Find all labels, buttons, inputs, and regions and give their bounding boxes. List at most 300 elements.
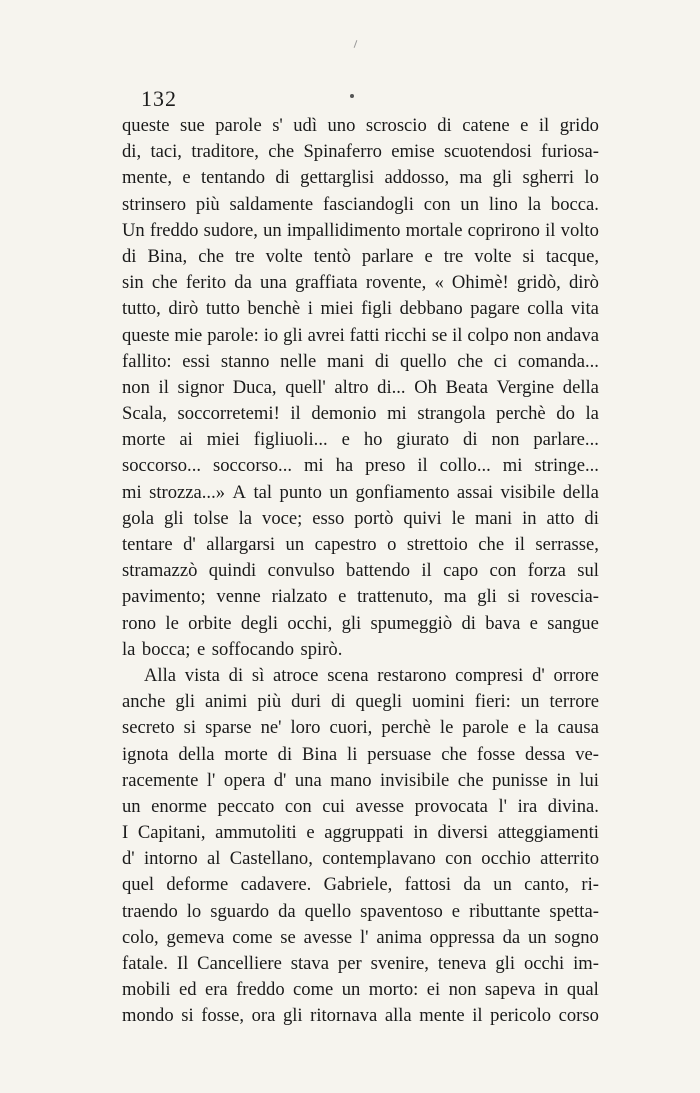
word: mi	[502, 455, 523, 477]
text-line	[122, 584, 599, 610]
text-line	[122, 872, 599, 898]
word: con	[445, 848, 472, 870]
word: tal	[253, 481, 273, 503]
word: fieri:	[474, 691, 511, 713]
word: che	[457, 769, 484, 791]
word: quello	[304, 900, 352, 922]
word: si	[181, 1005, 194, 1027]
word: Beata	[445, 376, 488, 398]
word: traditore,	[191, 141, 259, 163]
word: tutto	[205, 298, 240, 320]
word: d'	[122, 848, 135, 870]
word: gli	[163, 507, 184, 529]
word: occhio	[481, 848, 531, 870]
word: tentare	[122, 534, 173, 555]
word: gridò,	[516, 272, 561, 294]
word: e	[341, 429, 350, 451]
word: cadavere.	[240, 874, 312, 896]
word: quell'	[285, 376, 326, 398]
word: grido	[559, 115, 599, 136]
word: d'	[183, 534, 196, 555]
word: qual	[566, 979, 599, 1001]
word: sin	[122, 272, 144, 294]
word: Cancelliere	[197, 953, 282, 974]
word: ed	[178, 979, 197, 1001]
word: soccorso...	[122, 455, 202, 477]
word: sul	[577, 560, 599, 582]
word: gli	[492, 167, 513, 189]
word: il	[538, 115, 550, 136]
word: ora	[251, 1005, 276, 1027]
word: quindi	[208, 560, 257, 582]
paper-mark	[354, 40, 358, 48]
word: I	[122, 822, 129, 844]
word: Duca,	[232, 376, 277, 398]
text-line	[122, 270, 599, 296]
word: e	[306, 822, 315, 844]
word: bocca;	[141, 638, 191, 660]
word: ha	[335, 455, 354, 477]
word: invisibile	[380, 769, 450, 791]
word: tacque,	[545, 245, 599, 267]
word: mi	[387, 403, 407, 425]
word: graffiata	[295, 272, 358, 294]
word: fosse,	[201, 1005, 245, 1027]
word: se	[431, 324, 448, 346]
word: strangola	[417, 403, 486, 425]
word: di	[463, 429, 478, 451]
word: cui	[322, 795, 345, 817]
word: come	[293, 979, 334, 1001]
word: avesse	[355, 795, 405, 817]
word: demonio	[311, 403, 377, 425]
word: si	[522, 245, 535, 267]
word: sguardo	[210, 900, 270, 922]
word: miei	[320, 298, 354, 320]
word: tentando	[201, 167, 266, 189]
word: la	[585, 403, 599, 425]
word: soccorso...	[212, 455, 292, 477]
word: mondo	[122, 1005, 174, 1027]
word: ignota	[122, 743, 169, 765]
word: spaventoso	[360, 900, 443, 922]
word: animi	[205, 691, 248, 713]
word: perchè	[381, 717, 431, 739]
word: Ohimè!	[451, 272, 509, 294]
word: occhi	[523, 953, 565, 974]
word: svenire,	[370, 953, 429, 974]
word: rovescia-	[530, 586, 599, 608]
word: orrore	[553, 664, 599, 686]
word: non	[122, 376, 150, 398]
word: deforme	[166, 874, 229, 896]
text-line	[122, 611, 599, 637]
word: oppressa	[429, 926, 495, 948]
word: stava	[290, 953, 329, 974]
word: figli	[361, 298, 393, 320]
word: udì	[293, 115, 318, 136]
word: atto	[546, 507, 575, 529]
word: la	[238, 507, 253, 529]
word: in	[543, 979, 559, 1001]
word: da	[234, 272, 252, 294]
word: della	[178, 743, 215, 765]
word: la	[527, 193, 542, 215]
word: un	[460, 193, 479, 215]
text-line	[122, 453, 599, 479]
word: restarono	[377, 664, 447, 686]
body-text	[122, 113, 599, 1030]
word: fosse	[476, 743, 516, 765]
word: nelle	[280, 350, 317, 372]
word: stanno	[220, 350, 270, 372]
word: compresi	[455, 664, 524, 686]
word: parole:	[207, 324, 259, 346]
word: e	[451, 900, 461, 922]
word: canto,	[524, 874, 570, 896]
text-line	[122, 375, 599, 401]
word: l'	[206, 769, 216, 791]
word: mobili	[122, 979, 171, 1001]
word: d'	[273, 769, 287, 791]
word: Oh	[414, 376, 437, 398]
word: il	[452, 324, 463, 346]
text-line	[122, 165, 599, 191]
word: stramazzò	[122, 560, 198, 582]
word: più	[195, 193, 220, 215]
word: tre	[234, 245, 255, 267]
word: era	[204, 979, 228, 1001]
word: e	[338, 586, 347, 608]
word: mente	[419, 1005, 465, 1027]
word: mente,	[122, 167, 173, 189]
word: bava	[485, 612, 521, 634]
word: gli	[341, 612, 362, 634]
word: diversi	[437, 822, 489, 844]
word: A	[232, 481, 246, 503]
word: fatale.	[122, 953, 168, 974]
word: mi	[303, 455, 324, 477]
word: gonfiamento	[355, 481, 450, 503]
word: aggruppati	[324, 822, 404, 844]
word: Gabriele,	[323, 874, 393, 896]
word: l'	[360, 926, 369, 948]
word: parole	[215, 115, 262, 136]
word: opera	[223, 769, 266, 791]
word: da	[502, 926, 521, 948]
word: enorme	[151, 795, 207, 817]
word: emise	[391, 141, 435, 163]
word: figliuoli...	[253, 429, 328, 451]
word: rialzato	[271, 586, 328, 608]
word: volte	[474, 245, 512, 267]
word: più	[257, 691, 282, 713]
word: contemplavano	[322, 848, 436, 870]
word: perchè	[496, 403, 546, 425]
word: altro	[334, 376, 369, 398]
word: un	[285, 534, 305, 555]
word: che	[198, 245, 224, 267]
word: bocca.	[550, 193, 599, 215]
text-line	[122, 349, 599, 375]
word: serrasse,	[535, 534, 599, 555]
word: divina.	[547, 795, 599, 817]
word: e	[182, 167, 191, 189]
word: ri-	[581, 874, 599, 896]
word: spumeggiò	[370, 612, 453, 634]
word: soffocando	[211, 638, 294, 660]
word: ai	[179, 429, 193, 451]
word: non	[448, 979, 477, 1001]
word: in	[413, 822, 428, 844]
word: morte	[224, 743, 268, 765]
word: Alla	[144, 664, 177, 686]
word: fatti	[349, 324, 380, 346]
text-line	[122, 951, 599, 977]
word: Scala,	[122, 403, 167, 425]
word: d'	[532, 664, 545, 686]
word: un	[493, 874, 512, 896]
word: lui	[579, 769, 599, 791]
word: portò	[354, 507, 394, 529]
word: ricchi	[384, 324, 427, 346]
word: una	[260, 272, 287, 294]
word: secreto	[122, 717, 175, 739]
word: in	[522, 507, 537, 529]
word: pavimento;	[122, 586, 206, 608]
word: da	[278, 900, 296, 922]
word: colpo	[467, 324, 509, 346]
word: gettarglisi	[300, 167, 375, 189]
word: terrore	[549, 691, 599, 713]
word: dirò	[568, 272, 599, 294]
word: di,	[122, 141, 142, 163]
word: freddo	[236, 979, 285, 1001]
text-line	[122, 218, 599, 244]
word: gli	[495, 953, 515, 974]
word: freddo	[149, 219, 199, 241]
word: mortale	[405, 219, 463, 241]
word: voce;	[262, 507, 303, 529]
word: scena	[327, 664, 369, 686]
word: morto:	[368, 979, 419, 1001]
word: orbite	[188, 612, 232, 634]
word: causa	[557, 717, 599, 739]
word: queste	[122, 115, 170, 136]
word: quegli	[355, 691, 403, 713]
text-line	[122, 846, 599, 872]
word: strettoio	[406, 534, 468, 555]
word: ira	[517, 795, 538, 817]
word: esso	[312, 507, 345, 529]
word: sogno	[554, 926, 599, 948]
word: avrei	[307, 324, 345, 346]
text-line	[122, 637, 599, 663]
word: pagare	[470, 298, 520, 320]
word: strozza...»	[149, 481, 226, 503]
word: catene	[462, 115, 510, 136]
word: il	[158, 376, 169, 398]
word: Vergine	[496, 376, 555, 398]
word: dirò	[168, 298, 199, 320]
word: Capitani,	[137, 822, 206, 844]
text-line	[122, 925, 599, 951]
word: e	[529, 612, 538, 634]
text-line	[122, 1003, 599, 1029]
text-line	[122, 323, 599, 349]
word: al	[207, 848, 221, 870]
word: ve-	[575, 743, 599, 765]
word: venne	[216, 586, 261, 608]
word: Spinaferro	[303, 141, 382, 163]
word: ferito	[185, 272, 227, 294]
word: colla	[527, 298, 564, 320]
word: queste	[122, 324, 170, 346]
word: furiosa-	[541, 141, 599, 163]
word: «	[434, 272, 444, 294]
header-dot	[350, 94, 354, 98]
word: uomini	[412, 691, 465, 713]
text-line	[122, 742, 599, 768]
word: rono	[122, 612, 157, 634]
word: della	[562, 481, 599, 503]
word: il	[417, 455, 428, 477]
word: i	[307, 298, 313, 320]
text-line	[122, 192, 599, 218]
word: un	[263, 219, 282, 241]
word: sue	[179, 115, 205, 136]
word: vista	[184, 664, 220, 686]
word: comanda...	[517, 350, 599, 372]
text-line	[122, 139, 599, 165]
word: io	[263, 324, 279, 346]
word: debbano	[399, 298, 463, 320]
word: gli	[175, 691, 195, 713]
word: corso	[558, 1005, 599, 1027]
word: di	[374, 350, 390, 372]
word: della	[562, 376, 599, 398]
word: le	[165, 612, 179, 634]
text-line	[122, 977, 599, 1003]
word: persuase	[367, 743, 432, 765]
word: fattosi	[404, 874, 452, 896]
word: mani	[326, 350, 365, 372]
word: rovente,	[365, 272, 427, 294]
word: di	[122, 245, 137, 267]
word: e	[424, 245, 433, 267]
word: di	[275, 167, 290, 189]
word: parlare...	[533, 429, 599, 451]
word: di	[277, 743, 293, 765]
word: andava	[546, 324, 599, 346]
word: non	[491, 429, 520, 451]
text-line	[122, 558, 599, 584]
word: atteggiamenti	[497, 822, 599, 844]
word: parole	[462, 717, 509, 739]
word: visibile	[500, 481, 556, 503]
word: gemeva	[166, 926, 225, 948]
text-line	[122, 113, 599, 139]
word: loro	[290, 717, 321, 739]
word: da	[463, 874, 481, 896]
word: e	[520, 115, 529, 136]
word: sparse	[205, 717, 252, 739]
word: teneva	[437, 953, 487, 974]
word: punisse	[492, 769, 548, 791]
word: dessa	[525, 743, 566, 765]
word: quel	[122, 874, 155, 896]
word: si	[183, 717, 197, 739]
word: miei	[206, 429, 240, 451]
word: vita	[571, 298, 599, 320]
word: quivi	[403, 507, 442, 529]
word: non	[513, 324, 542, 346]
word: gola	[122, 507, 155, 529]
page-number: 132	[141, 86, 177, 111]
text-line	[122, 244, 599, 270]
word: trattenuto,	[357, 586, 433, 608]
word: parlare	[361, 245, 414, 267]
word: di	[437, 115, 452, 136]
word: gli	[283, 324, 303, 346]
word: battendo	[346, 560, 411, 582]
word: gli	[282, 1005, 303, 1027]
word: spirò.	[300, 638, 343, 660]
word: essi	[182, 350, 211, 372]
word: benchè	[247, 298, 301, 320]
word: s'	[272, 115, 283, 136]
word: e	[196, 638, 206, 660]
word: come	[232, 926, 273, 948]
word: il	[545, 219, 556, 241]
word: lo	[186, 900, 202, 922]
word: Un	[122, 219, 145, 241]
word: la	[122, 638, 136, 660]
word: che	[151, 272, 178, 294]
word: un	[520, 691, 540, 713]
word: ma	[443, 586, 467, 608]
word: fallito:	[122, 350, 172, 372]
word: anche	[122, 691, 166, 713]
word: le	[439, 717, 454, 739]
word: atterrito	[540, 848, 599, 870]
word: avesse	[303, 926, 353, 948]
word: per	[337, 953, 362, 974]
word: e	[517, 717, 527, 739]
word: duri	[291, 691, 322, 713]
word: l'	[498, 795, 508, 817]
word: una	[294, 769, 322, 791]
word: ci	[493, 350, 508, 372]
text-line	[122, 663, 599, 689]
word: im-	[573, 953, 599, 974]
word: occhi,	[287, 612, 333, 634]
text-line	[122, 820, 599, 846]
word: la	[535, 717, 549, 739]
word: il	[290, 403, 301, 425]
word: ammutoliti	[215, 822, 297, 844]
word: sgherri	[522, 167, 575, 189]
word: addosso,	[384, 167, 450, 189]
word: un	[122, 795, 141, 817]
word: ma	[459, 167, 483, 189]
word: forza	[527, 560, 566, 582]
word: mi	[122, 481, 142, 503]
word: gli	[477, 586, 497, 608]
word: impallidimento	[286, 219, 401, 241]
text-line	[122, 401, 599, 427]
text-line	[122, 532, 599, 558]
